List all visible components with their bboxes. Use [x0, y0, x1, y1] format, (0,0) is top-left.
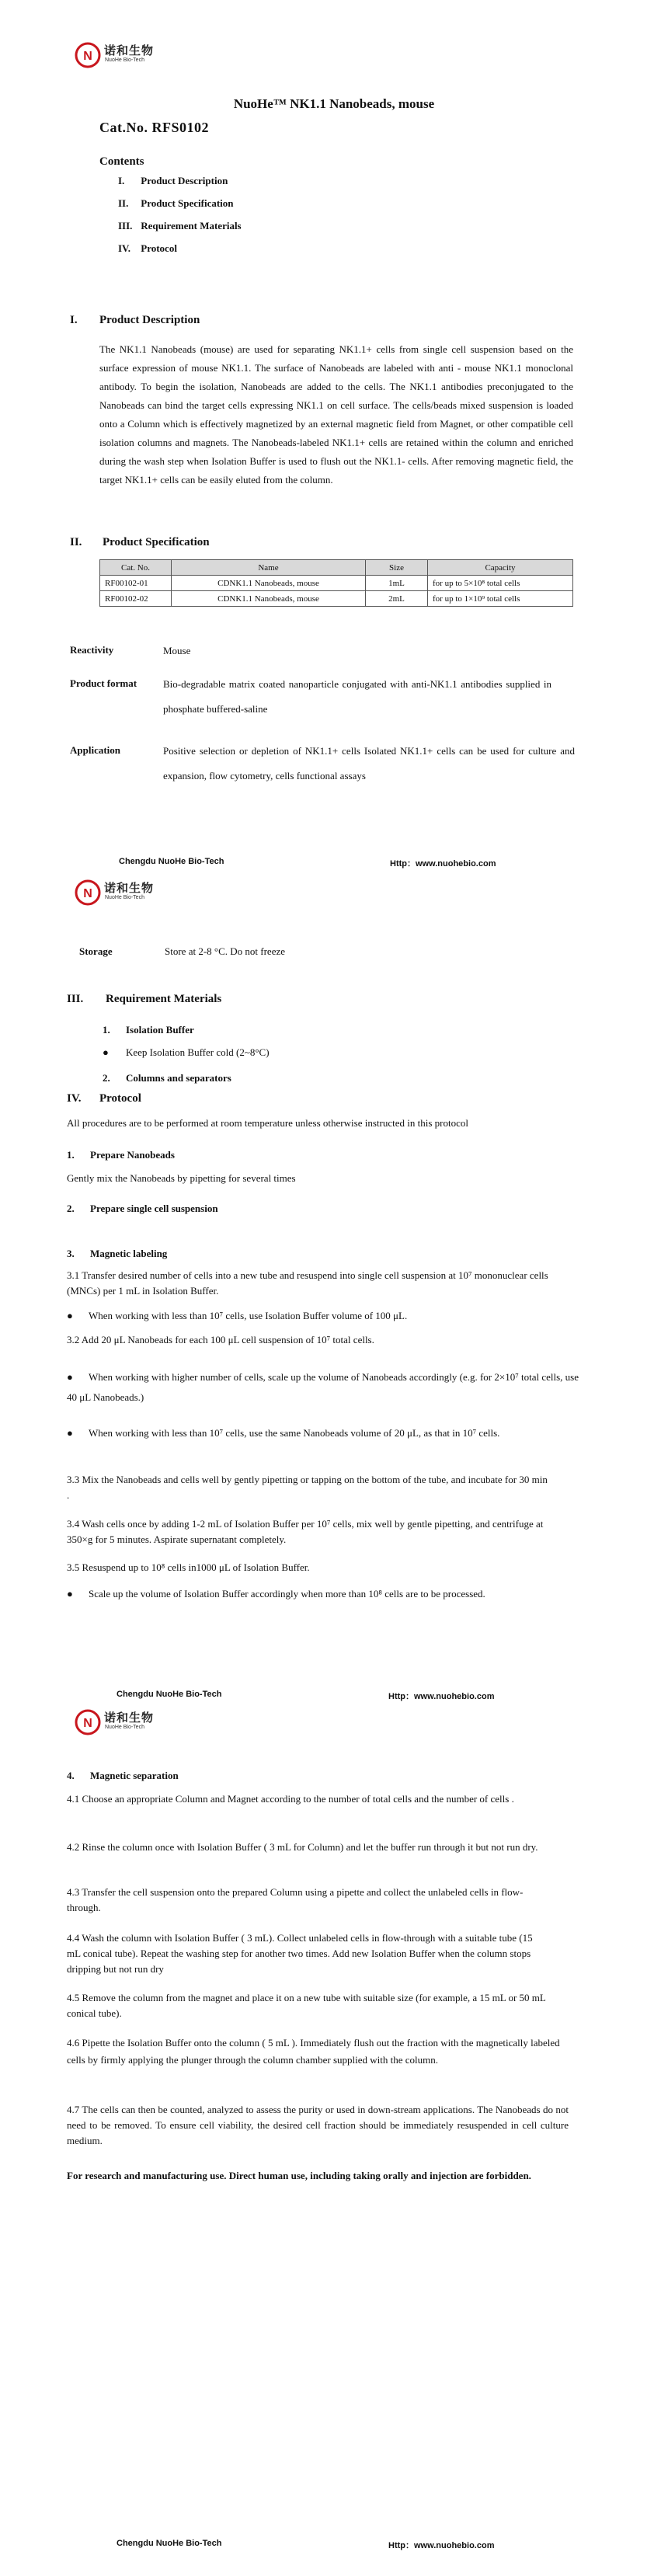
step-3-2: 3.2 Add 20 μL Nanobeads for each 100 μL cell suspension of 10⁷ total cells.: [67, 1334, 374, 1345]
material-item-isolation-buffer: 1. Isolation Buffer: [103, 1024, 194, 1036]
material-bullet: ● Keep Isolation Buffer cold (2~8°C): [103, 1046, 270, 1058]
step-heading-magnetic-separation: 4. Magnetic separation: [67, 1770, 179, 1781]
svg-text:N: N: [83, 50, 92, 63]
product-format-value: Bio-degradable matrix coated nanoparticle conjugated with anti-NK1.1 antibodies supplied in phosphate buffered-saline: [163, 678, 551, 715]
catalog-number: Cat.No. RFS0102: [99, 120, 209, 135]
application-value: Positive selection or depletion of NK1.1+ cells Isolated NK1.1+ cells can be used for culture and expansion, flow cytometry, cells functional assays: [163, 745, 575, 782]
logo-chinese-name: 诺和生物: [104, 44, 155, 57]
step-3-bullet: ● When working with less than 10⁷ cells, use Isolation Buffer volume of 100 μL.: [67, 1310, 408, 1321]
table-cell: for up to 5×10⁸ total cells: [428, 576, 573, 591]
table-header-cell: Name: [172, 560, 366, 576]
logo-mark-icon: [75, 42, 101, 68]
step-3-4: 3.4 Wash cells once by adding 1-2 mL of Isolation Buffer per 10⁷ cells, mix well by gentle pipetting, and centrifuge at 350×g for 5 minutes. Aspirate supernatant completely.: [67, 1518, 544, 1545]
contents-heading: Contents: [99, 155, 144, 168]
table-row: [100, 591, 573, 607]
svg-text:N: N: [83, 1717, 92, 1730]
disclaimer: For research and manufacturing use. Direct human use, including taking orally and injection are forbidden.: [67, 2170, 531, 2181]
step-heading-magnetic-labeling: 3. Magnetic labeling: [67, 1248, 168, 1259]
table-cell: 2mL: [366, 591, 428, 607]
step-4-3: 4.3 Transfer the cell suspension onto the prepared Column using a pipette and collect the unlabeled cells in flow-through.: [67, 1886, 524, 1913]
step-4-1: 4.1 Choose an appropriate Column and Magnet according to the number of total cells and the number of cells .: [67, 1793, 514, 1805]
step-3-bullet: ● When working with higher number of cells, scale up the volume of Nanobeads accordingly (e.g. for 2×10⁷ total cells, use 40 μL Nanobeads.): [67, 1371, 579, 1403]
logo-english-name: NuoHe Bio-Tech: [105, 57, 144, 63]
protocol-intro: All procedures are to be performed at room temperature unless otherwise instructed in this protocol: [67, 1117, 468, 1129]
specification-table: [99, 559, 573, 607]
table-header-cell: Size: [366, 560, 428, 576]
step-4-7: 4.7 The cells can then be counted, analyzed to assess the purity or used in down-stream applications. The Nanobeads do not need to be removed. To ensure cell viability, the desired cell fraction should be immediately resuspended in cell culture medium.: [67, 2104, 569, 2146]
footer-url[interactable]: Http：www.nuohebio.com: [388, 2541, 495, 2550]
step-4-2: 4.2 Rinse the column once with Isolation Buffer ( 3 mL for Column) and let the buffer run through it but not run dry.: [67, 1841, 538, 1853]
section-heading-product-specification: II. Product Specification: [70, 536, 210, 548]
product-format-label: Product format: [70, 677, 137, 689]
toc-item: II. Product Specification: [118, 197, 234, 209]
section-heading-product-description: I. Product Description: [70, 314, 200, 326]
section-heading-requirement-materials: III. Requirement Materials: [67, 993, 222, 1005]
footer-company: Chengdu NuoHe Bio-Tech: [119, 857, 224, 866]
application-label: Application: [70, 744, 121, 756]
step-heading-single-cell: 2. Prepare single cell suspension: [67, 1203, 218, 1214]
footer-url[interactable]: Http：www.nuohebio.com: [388, 1692, 495, 1701]
table-cell: 1mL: [366, 576, 428, 591]
toc-item: IV. Protocol: [118, 242, 177, 254]
step-4-4: 4.4 Wash the column with Isolation Buffer ( 3 mL). Collect unlabeled cells in flow-through with a suitable tube (15 mL conical tube). Repeat the washing step for another two times. Add new Isolation Buffer when the column stops dripping but not run dry: [67, 1932, 533, 1975]
logo-mark-icon: [75, 1709, 101, 1735]
footer-company: Chengdu NuoHe Bio-Tech: [117, 2539, 222, 2548]
svg-text:N: N: [83, 887, 92, 900]
reactivity-value: Mouse: [163, 645, 191, 656]
storage-label: Storage: [79, 945, 113, 957]
footer-company: Chengdu NuoHe Bio-Tech: [117, 1690, 222, 1699]
company-logo: [75, 40, 168, 71]
table-cell: for up to 1×10⁹ total cells: [428, 591, 573, 607]
table-header-cell: Capacity: [428, 560, 573, 576]
product-description-text: The NK1.1 Nanobeads (mouse) are used for separating NK1.1+ cells from single cell suspension based on the surface expression of mouse NK1.1. The surface of Nanobeads are labeled with anti - mouse NK1.1 monoclonal antibody. To begin the isolation, Nanobeads are added to the cells. The NK1.1 antibodies preconjugated to the Nanobeads can bind the target cells expressing NK1.1 on cell surface. The cells/beads mixed suspension is loaded onto a Column which is effectively magnetized by an external magnetic field from Magnet, or other compatible cell isolation columns and magnets. The Nanobeads-labeled NK1.1+ cells are retained within the column and enriched during the wash step when Isolation Buffer is used to flush out the NK1.1- cells. After removing magnetic field, the target NK1.1+ cells can be easily eluted from the column.: [99, 343, 573, 486]
table-header-cell: Cat. No.: [100, 560, 172, 576]
table-cell: CDNK1.1 Nanobeads, mouse: [172, 591, 366, 607]
table-header-row: [100, 560, 573, 576]
table-cell: RF00102-01: [100, 576, 172, 591]
table-cell: CDNK1.1 Nanobeads, mouse: [172, 576, 366, 591]
step-3-bullet: ● Scale up the volume of Isolation Buffer accordingly when more than 10⁸ cells are to be processed.: [67, 1588, 485, 1600]
step-3-3: 3.3 Mix the Nanobeads and cells well by gently pipetting or tapping on the bottom of the tube, and incubate for 30 min .: [67, 1474, 548, 1501]
step-4-6: 4.6 Pipette the Isolation Buffer onto the column ( 5 mL ). Immediately flush out the fraction with the magnetically labeled cells by firmly applying the plunger through the column chamber supplied with the column.: [67, 2037, 560, 2066]
footer-url[interactable]: Http：www.nuohebio.com: [390, 859, 496, 869]
step-3-1: 3.1 Transfer desired number of cells into a new tube and resuspend into single cell suspension at 10⁷ mononuclear cells (MNCs) per 1 mL in Isolation Buffer.: [67, 1269, 548, 1297]
reactivity-label: Reactivity: [70, 644, 114, 656]
table-cell: RF00102-02: [100, 591, 172, 607]
toc-item: III. Requirement Materials: [118, 220, 242, 231]
step-3-bullet: ● When working with less than 10⁷ cells, use the same Nanobeads volume of 20 μL, as that in 10⁷ cells.: [67, 1427, 500, 1439]
logo-english-name: NuoHe Bio-Tech: [105, 895, 144, 900]
logo-chinese-name: 诺和生物: [104, 881, 155, 895]
toc-item: I. Product Description: [118, 175, 228, 186]
company-logo: [75, 1707, 168, 1739]
section-heading-protocol: IV. Protocol: [67, 1092, 141, 1105]
table-row: [100, 576, 573, 591]
logo-chinese-name: 诺和生物: [104, 1711, 155, 1725]
logo-english-name: NuoHe Bio-Tech: [105, 1725, 144, 1730]
step-heading-prepare-nanobeads: 1. Prepare Nanobeads: [67, 1149, 175, 1161]
company-logo: [75, 878, 168, 909]
material-item-columns: 2. Columns and separators: [103, 1072, 231, 1084]
storage-value: Store at 2-8 °C. Do not freeze: [165, 945, 286, 957]
product-title: NuoHe™ NK1.1 Nanobeads, mouse: [233, 96, 435, 111]
logo-mark-icon: [75, 879, 101, 906]
step-4-5: 4.5 Remove the column from the magnet and place it on a new tube with suitable size (for example, a 15 mL or 50 mL conical tube).: [67, 1992, 546, 2019]
step-3-5: 3.5 Resuspend up to 10⁸ cells in1000 μL of Isolation Buffer.: [67, 1561, 310, 1573]
step-text: Gently mix the Nanobeads by pipetting for several times: [67, 1172, 296, 1184]
